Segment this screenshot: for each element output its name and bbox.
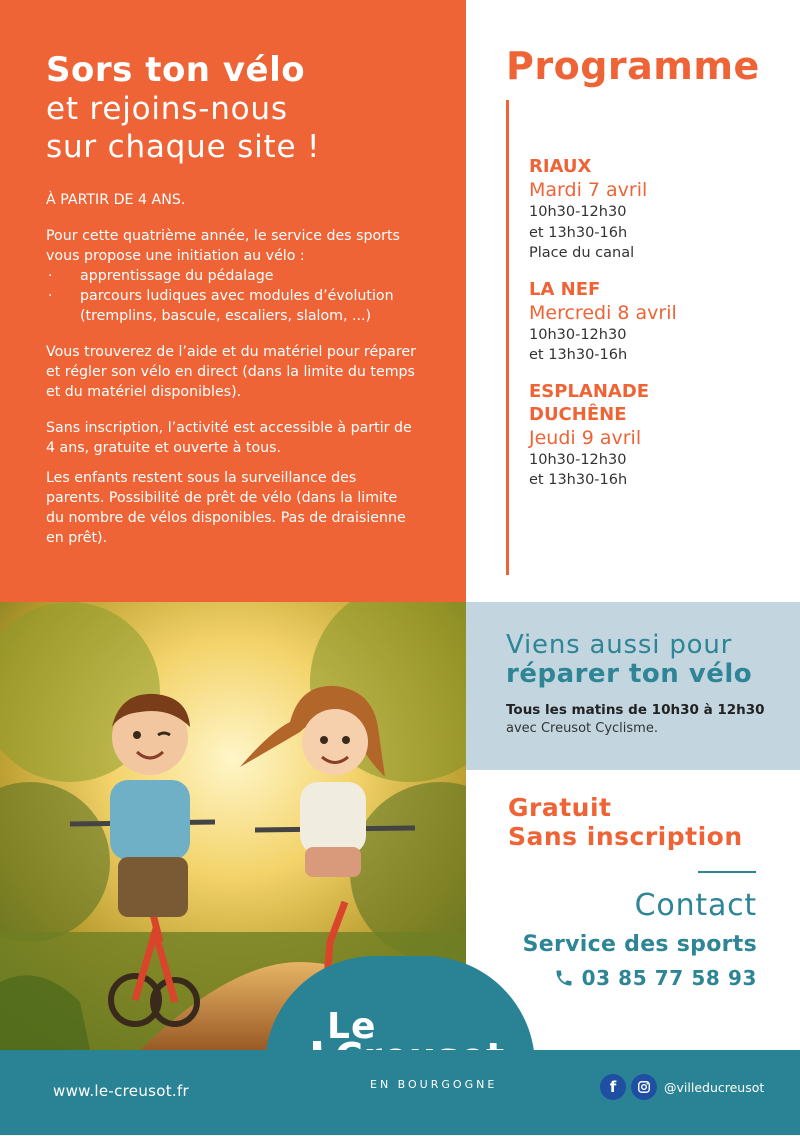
headline-line-3: sur chaque site ! (46, 129, 321, 165)
repair-hours: Tous les matins de 10h30 à 12h30 (506, 702, 765, 718)
bullet-marker: · (48, 288, 53, 304)
contact-service: Service des sports (522, 932, 757, 957)
supervision-paragraph: Les enfants restent sous la surveillance des parents. Possibilité de prêt de vélo (dans la limite du nombre de vélos disponibles. Pas de draisienne en prêt). (46, 470, 406, 546)
repair-partner: avec Creusot Cyclisme. (506, 721, 658, 736)
session-time: et 13h30-16h (529, 472, 628, 488)
session-date: Jeudi 9 avril (529, 426, 642, 449)
instagram-icon[interactable] (631, 1074, 657, 1100)
access-paragraph: Sans inscription, l’activité est accessible à partir de 4 ans, gratuite et ouverte à tous. (46, 420, 412, 456)
session-date: Mercredi 8 avril (529, 301, 677, 324)
intro-panel (0, 0, 466, 602)
list-item (46, 286, 418, 326)
activity-list (46, 266, 418, 326)
phone-icon (554, 968, 574, 988)
list-item-text: parcours ludiques avec modules d’évolution (tremplins, bascule, escaliers, slalom, ...) (80, 288, 394, 324)
footer (0, 1050, 800, 1135)
programme-title: Programme (506, 44, 760, 88)
programme-sessions (529, 155, 779, 505)
headline-line-1: Sors ton vélo (46, 50, 306, 90)
session-riaux (529, 155, 779, 264)
contact-title: Contact (634, 888, 757, 923)
social-handle[interactable]: @villeducreusot (664, 1079, 765, 1095)
session-place: Place du canal (529, 245, 635, 261)
repair-title-line-2: réparer ton vélo (506, 659, 753, 689)
logo-le: Le (327, 1006, 377, 1047)
session-time: 10h30-12h30 (529, 451, 627, 468)
session-time: 10h30-12h30 (529, 326, 627, 343)
free-line-1: Gratuit (508, 793, 612, 822)
intro-paragraph: Pour cette quatrième année, le service des sports vous propose une initiation au vélo : (46, 228, 400, 264)
intro-text (46, 190, 418, 564)
session-time: et 13h30-16h (529, 224, 628, 241)
repair-paragraph: Vous trouverez de l’aide et du matériel pour réparer et régler son vélo en direct (dans la limite du temps et du matériel disponibles). (46, 344, 416, 400)
session-site: RIAUX (529, 156, 592, 177)
free-line-2: Sans inscription (508, 822, 743, 851)
repair-panel (466, 602, 800, 770)
list-item-text: apprentissage du pédalage (80, 268, 274, 284)
session-time: et 13h30-16h (529, 347, 628, 363)
contact-phone[interactable] (554, 966, 757, 990)
session-esplanade (529, 380, 779, 491)
programme-divider (506, 100, 509, 575)
list-item (46, 266, 418, 286)
social-links (600, 1074, 764, 1100)
session-site: LA NEF (529, 278, 601, 300)
headline (46, 50, 446, 166)
website-link[interactable]: www.le-creusot.fr (53, 1082, 190, 1100)
bullet-marker: · (48, 268, 53, 284)
headline-line-2: et rejoins-nous (46, 91, 288, 127)
phone-number: 03 85 77 58 93 (581, 966, 757, 990)
repair-title-line-1: Viens aussi pour (506, 630, 733, 660)
logo-region: EN BOURGOGNE (370, 1078, 498, 1091)
session-la-nef (529, 278, 779, 366)
facebook-icon[interactable]: f (600, 1074, 626, 1100)
free-banner (508, 793, 743, 851)
session-time: 10h30-12h30 (529, 204, 627, 220)
age-note: À PARTIR DE 4 ANS. (46, 192, 186, 208)
session-site: ESPLANADE DUCHÊNE (529, 380, 650, 425)
contact-divider (698, 871, 756, 873)
session-date: Mardi 7 avril (529, 179, 648, 201)
